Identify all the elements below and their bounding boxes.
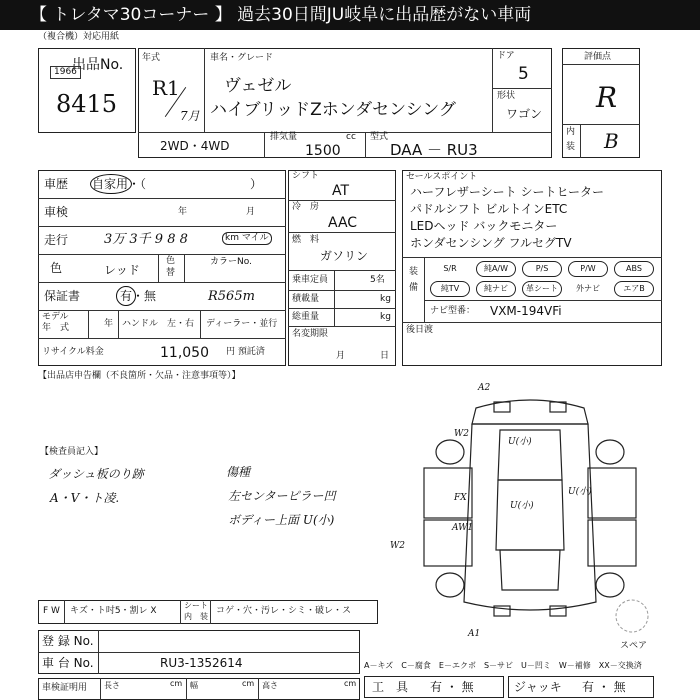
seat-label-1: シート	[184, 601, 208, 610]
model-label: 車名・グレード	[210, 53, 274, 63]
tools-label: 工 具	[372, 680, 409, 694]
score-value: R	[596, 81, 618, 114]
score-label: 評価点	[584, 52, 612, 62]
equip-label-1: 装	[409, 267, 419, 277]
equip-item: 純TV	[430, 281, 470, 297]
mtype-value: DAA － RU3	[390, 141, 478, 159]
color-code-label: カラーNo.	[210, 257, 252, 267]
inspector-label: 【検査員記入】	[40, 447, 104, 457]
int-value: B	[604, 129, 619, 153]
equip-item: エアB	[614, 281, 654, 297]
equip-item: 純ナビ	[476, 281, 516, 297]
recycle-unit: 円 預託済	[226, 347, 265, 357]
gross-unit: kg	[380, 312, 391, 322]
int-label-1: 内	[566, 127, 576, 137]
lot-stamp: 1966	[50, 66, 81, 79]
sales-line-3: LEDヘッド バックモニター	[410, 219, 558, 233]
history-circle	[90, 174, 132, 194]
damage-mark: FX	[454, 493, 467, 503]
capacity-label: 乗車定員	[292, 275, 329, 285]
modelyear-label-1: モデル	[42, 312, 69, 322]
equip-item: 革シート	[522, 281, 562, 297]
shaken-label: 車検	[44, 205, 69, 219]
damage-mark: U(小)	[510, 501, 534, 511]
warranty-note: R565m	[208, 289, 255, 304]
jack-value: 有 ・ 無	[582, 680, 626, 694]
modelyear-label-2: 年 式	[42, 323, 70, 333]
seat-value: コゲ・穴・汚レ・シミ・破レ・ス	[216, 606, 352, 616]
color-label: 色	[50, 261, 63, 275]
color-change-2: 替	[166, 268, 176, 278]
lot-number: 8415	[56, 90, 118, 118]
year-month: 7月	[180, 109, 200, 123]
equip-item: P/W	[568, 261, 608, 277]
aircon-label: 冷 房	[292, 202, 320, 212]
cert-long-unit: cm	[170, 679, 183, 688]
change-month: 月	[336, 351, 346, 361]
cert-label: 車検証明用	[42, 683, 88, 693]
chassis-label: 車 台 No.	[42, 656, 94, 670]
int-label-2: 装	[566, 142, 576, 152]
shift-label: シフト	[292, 171, 320, 181]
model-grade: ハイブリッドZホンダセンシング	[210, 100, 456, 120]
modelyear-year: 年	[104, 319, 114, 329]
fw-value: キズ・ト吋5・割レ X	[70, 606, 157, 616]
chassis-value: RU3-1352614	[160, 656, 243, 670]
color-value: レッド	[104, 263, 140, 277]
warranty-value: 有・無	[120, 289, 157, 303]
change-label: 名変期限	[292, 329, 329, 339]
capacity-value: 5名	[370, 275, 385, 285]
damage-mark: AW1	[452, 523, 474, 533]
lot-label: 出品No.	[72, 57, 124, 73]
model-name: ヴェゼル	[224, 76, 292, 96]
jack-label: ジャッキ	[514, 680, 562, 694]
load-label: 積載量	[292, 294, 320, 304]
warranty-label: 保証書	[44, 289, 81, 303]
inspector-note: ボディー上面 U(小)	[228, 513, 335, 527]
damage-mark: U(小)	[508, 437, 532, 447]
left-table	[38, 170, 286, 366]
mileage-value: 3万 3千 9 8 8	[104, 232, 188, 247]
aircon-value: AAC	[328, 215, 358, 231]
mileage-unit: km マイル	[222, 232, 272, 245]
sales-label: セールスポイント	[406, 172, 478, 182]
cert-long: 長さ	[104, 681, 120, 690]
equip-item: S/R	[443, 264, 457, 273]
disp-value: 1500	[305, 143, 341, 159]
equip-item: ABS	[614, 261, 654, 277]
mileage-label: 走行	[44, 233, 69, 247]
paper-note: （複合機）対応用紙	[38, 32, 120, 42]
exhibitor-label: 【出品店申告欄（不良箇所・欠品・注意事項等）】	[38, 371, 241, 381]
doors-value: 5	[518, 64, 529, 84]
cert-height-unit: cm	[344, 679, 357, 688]
cert-width-unit: cm	[242, 679, 255, 688]
damage-mark: A2	[478, 383, 491, 393]
damage-mark: A1	[468, 629, 481, 639]
disp-unit: cc	[346, 132, 356, 142]
inspector-note: 傷種	[226, 465, 251, 479]
shaken-year: 年	[178, 207, 188, 217]
navi-label: ナビ型番：	[430, 306, 476, 316]
history-options: 自家用・（	[92, 177, 147, 191]
recycle-value: 11,050	[160, 345, 209, 361]
spare-label: スペア	[620, 641, 648, 651]
drive-value: 2WD・4WD	[160, 139, 230, 153]
tools-value: 有 ・ 無	[430, 680, 474, 694]
inspector-note: A・V・ト凌.	[50, 491, 120, 505]
cert-width: 幅	[190, 681, 198, 690]
inspector-note: ダッシュ板のり跡	[48, 467, 144, 481]
reg-label: 登 録 No.	[42, 634, 94, 648]
history-paren: ）	[250, 177, 263, 191]
damage-mark: W2	[454, 429, 469, 439]
modelyear-handle: ハンドル 左・右	[122, 319, 195, 329]
disp-label: 排気量	[270, 132, 298, 142]
fuel-label: 燃 料	[292, 235, 320, 245]
load-unit: kg	[380, 294, 391, 304]
sales-line-4: ホンダセンシング フルセグTV	[410, 236, 572, 250]
navi-value: VXM-194VFi	[490, 304, 562, 318]
seat-label-2: 内 装	[184, 612, 208, 621]
warranty-circle	[116, 286, 136, 306]
damage-mark: W2	[390, 541, 405, 551]
damage-legend: A－キズ C－腐食 E－エクボ S－サビ U－凹ミ W－補修 XX－交換済	[364, 661, 642, 670]
equip-item: 外ナビ	[576, 284, 600, 293]
fw-label: F W	[43, 606, 60, 616]
mtype-label: 型式	[370, 132, 389, 142]
inspector-note: 左センターピラー凹	[228, 489, 336, 503]
banner-text: 【 トレタマ30コーナー 】 過去30日間JU岐阜に出品歴がない車両	[30, 5, 532, 25]
later-label: 後日渡	[406, 325, 434, 335]
shift-value: AT	[332, 183, 350, 199]
sales-line-1: ハーフレザーシート シートヒーター	[410, 185, 605, 199]
equip-label-2: 備	[409, 283, 419, 293]
gross-label: 総重量	[292, 312, 320, 322]
doors-label: ドア	[497, 51, 515, 61]
change-day: 日	[380, 351, 390, 361]
body-label: 形状	[497, 91, 516, 101]
history-label: 車歴	[44, 177, 69, 191]
damage-mark: U(小)	[568, 487, 592, 497]
year-era: R1	[152, 76, 180, 100]
year-label: 年式	[142, 53, 161, 63]
body-value: ワゴン	[506, 107, 543, 121]
color-change-1: 色	[166, 256, 176, 266]
recycle-label: リサイクル料金	[42, 347, 104, 357]
shaken-month: 月	[246, 207, 256, 217]
modelyear-dealer: ディーラー・並行	[206, 319, 278, 329]
equip-item: 純A/W	[476, 261, 516, 277]
cert-height: 高さ	[262, 681, 278, 690]
fuel-value: ガソリン	[320, 249, 369, 263]
sales-line-2: パドルシフト ビルトインETC	[410, 202, 568, 216]
equip-item: P/S	[522, 261, 562, 277]
